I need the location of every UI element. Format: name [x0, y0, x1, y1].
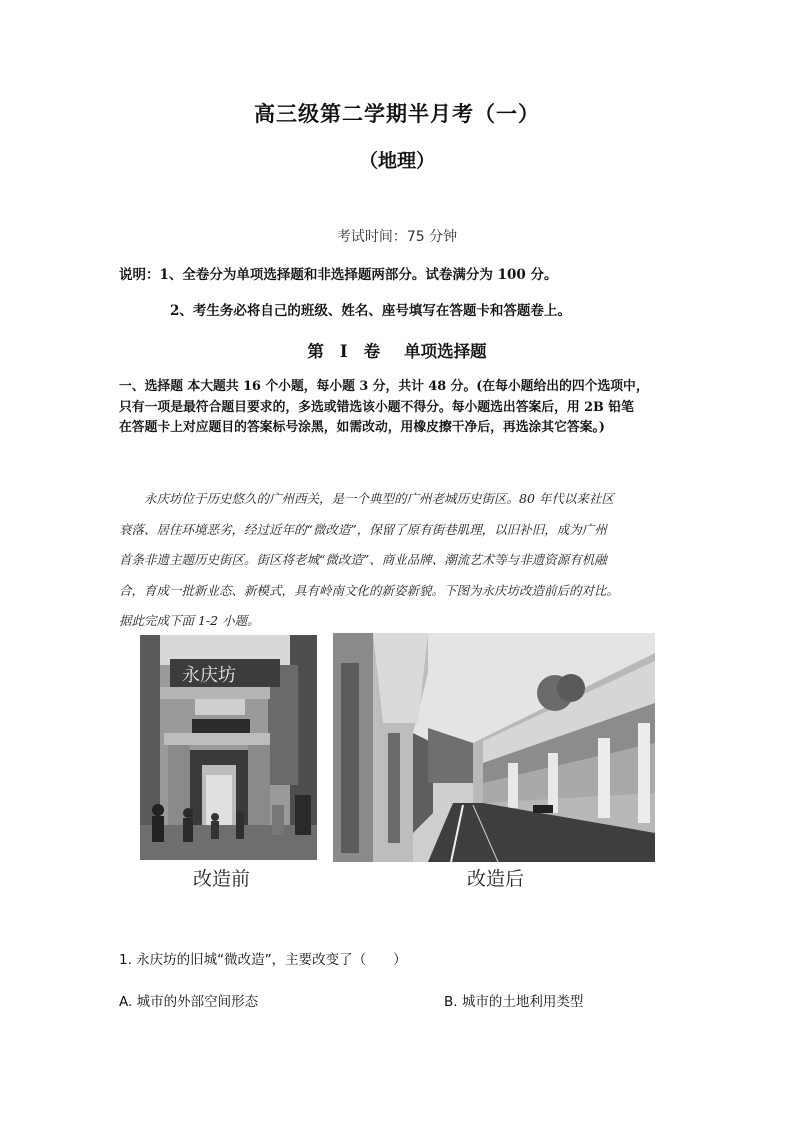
exam-time: 考试时间：75 分钟	[336, 229, 458, 245]
question-1-option-b: B. 城市的土地利用类型	[444, 994, 584, 1010]
passage	[119, 484, 694, 637]
passage-line: 据此完成下面 1-2 小题。	[119, 613, 260, 628]
section-heading-part: 第	[307, 342, 324, 361]
instructions-line: 一、选择题 本大题共 16 个小题，每小题 3 分，共计 48 分。(在每小题给出的四个选项中，	[119, 379, 649, 394]
note-line-1: 说明：1、全卷分为单项选择题和非选择题两部分。试卷满分为 100 分。	[119, 267, 558, 283]
section-heading-part: I	[339, 342, 348, 361]
instructions-block	[119, 377, 679, 439]
passage-line: 衰落、居住环境恶劣，经过近年的“微改造”，保留了原有街巷肌理，以旧补旧，成为广州	[119, 521, 607, 537]
exam-subject: （地理）	[358, 150, 435, 172]
exam-title: 高三级第二学期半月考（一）	[254, 101, 540, 126]
passage-line: 首条非遗主题历史街区。街区将老城“微改造”、商业品牌、潮流艺术等与非遗资源有机融	[119, 552, 607, 567]
section-heading	[0, 338, 794, 362]
after-photo	[333, 633, 655, 862]
question-1-stem: 1. 永庆坊的旧城“微改造”，主要改变了（ ）	[119, 952, 407, 968]
passage-line: 合，育成一批新业态、新模式，具有岭南文化的新姿新貌。下图为永庆坊改造前后的对比。	[119, 582, 620, 598]
before-caption: 改造前	[193, 868, 251, 890]
question-1-option-a: A. 城市的外部空间形态	[119, 994, 259, 1010]
instructions-line: 只有一项是最符合题目要求的，多选或错选该小题不得分。每小题选出答案后，用 2B 铅笔	[119, 399, 634, 415]
gate-sign-text: 永庆坊	[182, 665, 236, 686]
after-caption: 改造后	[467, 868, 525, 890]
passage-line: 永庆坊位于历史悠久的广州西关，是一个典型的广州老城历史街区。80 年代以来社区	[119, 491, 614, 506]
section-heading-part: 单项选择题	[404, 342, 487, 361]
before-photo	[140, 635, 317, 860]
instructions-line: 在答题卡上对应题目的答案标号涂黑，如需改动，用橡皮擦干净后，再选涂其它答案。)	[119, 420, 605, 435]
section-heading-part: 卷	[363, 342, 381, 361]
note-line-2: 2、考生务必将自己的班级、姓名、座号填写在答题卡和答题卷上。	[170, 303, 571, 319]
